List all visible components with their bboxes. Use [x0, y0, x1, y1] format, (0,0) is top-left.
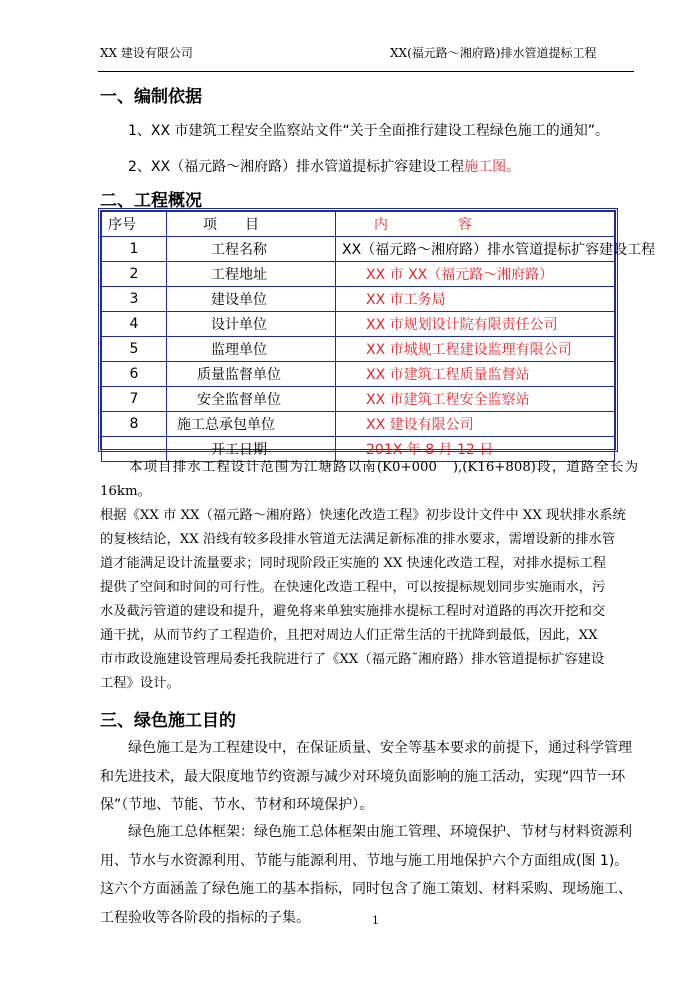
section-heading-basis: 一、编制依据 — [100, 87, 202, 107]
paragraph-line: 绿色施工是为工程建设中，在保证质量、安全等基本要求的前提下，通过科学管理 — [100, 740, 632, 756]
table-row — [102, 387, 615, 412]
basis-item-2 — [128, 156, 664, 176]
description-line: 工程》设计。 — [100, 676, 180, 691]
project-description — [100, 456, 638, 696]
header-divider — [98, 71, 634, 72]
cell-value: XX 市规划设计院有限责任公司 — [336, 312, 615, 337]
cell-value: 201X 年 8 月 12 日 — [336, 437, 615, 462]
cell-no: 5 — [102, 337, 167, 362]
basis-item-1: 1、XX 市建筑工程安全监察站文件“关于全面推行建设工程绿色施工的通知”。 — [128, 123, 610, 139]
project-overview-table — [98, 208, 656, 458]
cell-item: 工程名称 — [167, 237, 336, 262]
section-heading-overview: 二、工程概况 — [100, 191, 202, 211]
description-line: 水及截污管道的建设和提升，避免将来单独实施排水提标工程时对道路的再次开挖和交 — [100, 604, 606, 619]
cell-item: 施工总承包单位 — [167, 412, 336, 437]
paragraph-line: 保”（节地、节能、节水、节材和环境保护）。 — [100, 797, 374, 813]
table-row — [102, 362, 615, 387]
cell-value: XX 市建筑工程安全监察站 — [336, 387, 615, 412]
section-heading-green-construction: 三、绿色施工目的 — [100, 711, 236, 731]
description-line: 道才能满足设计流量要求；同时现阶段正实施的 XX 快速化改造工程，对排水提标工程 — [100, 556, 607, 571]
cell-value: XX 市建筑工程质量监督站 — [336, 362, 615, 387]
cell-value: XX 市城规工程建设监理有限公司 — [336, 337, 615, 362]
cell-value: XX（福元路～湘府路）排水管道提标扩容建设工程 — [336, 237, 615, 262]
header-company: XX 建设有限公司 — [100, 46, 193, 60]
table-row — [102, 287, 615, 312]
green-construction-paragraph-1 — [100, 734, 638, 820]
paragraph-line: 和先进技术，最大限度地节约资源与减少对环境负面影响的施工活动，实现“四节一环 — [100, 768, 626, 785]
table-header-row — [102, 212, 615, 237]
cell-item: 质量监督单位 — [167, 362, 336, 387]
cell-no: 1 — [102, 237, 167, 262]
table-row — [102, 312, 615, 337]
cell-item: 开工日期 — [167, 437, 336, 462]
cell-value: XX 市工务局 — [336, 287, 615, 312]
description-line: 根据《XX 市 XX（福元路～湘府路）快速化改造工程》初步设计文件中 XX 现状排水系统 — [100, 508, 626, 523]
table-row — [102, 237, 615, 262]
table-row — [102, 337, 615, 362]
header-cell-content: 内 容 — [336, 212, 615, 237]
cell-no: 4 — [102, 312, 167, 337]
description-line: 本项目排水工程设计范围为江塘路以南(K0+000 ),(K16+808)段，道路全长为 16km。 — [100, 460, 638, 499]
header-project-title: XX(福元路～湘府路)排水管道提标工程 — [390, 46, 597, 60]
page-number: 1 — [372, 914, 379, 927]
paragraph-line: 工程验收等各阶段的指标的子集。 — [100, 909, 310, 926]
description-line: 通干扰，从而节约了工程造价，且把对周边人们正常生活的干扰降到最低，因此，XX — [100, 628, 598, 643]
cell-no: 3 — [102, 287, 167, 312]
description-line: 市市政设施建设管理局委托我院进行了《XX（福元路˜湘府路）排水管道提标扩容建设 — [100, 652, 605, 667]
paragraph-line: 绿色施工总体框架：绿色施工总体框架由施工管理、环境保护、节材与材料资源利 — [100, 824, 632, 840]
header-cell-no: 序号 — [102, 212, 167, 237]
basis-item-2-drawing-link: 施工图。 — [464, 159, 521, 175]
cell-item: 建设单位 — [167, 287, 336, 312]
green-construction-paragraph-2 — [100, 818, 638, 932]
table-row — [102, 262, 615, 287]
cell-no: 2 — [102, 262, 167, 287]
table-row — [102, 412, 615, 437]
header-cell-item: 项 目 — [167, 212, 336, 237]
description-line: 提供了空间和时间的可行性。在快速化改造工程中，可以按提标规划同步实施雨水，污 — [100, 580, 606, 595]
cell-item: 监理单位 — [167, 337, 336, 362]
cell-no: 7 — [102, 387, 167, 412]
cell-item: 工程地址 — [167, 262, 336, 287]
cell-no: 8 — [102, 412, 167, 437]
cell-item: 设计单位 — [167, 312, 336, 337]
paragraph-line: 这六个方面涵盖了绿色施工的基本指标，同时包含了施工策划、材料采购、现场施工、 — [100, 881, 632, 897]
description-line: 的复核结论，XX 沿线有较多段排水管道无法满足新标准的排水要求，需增设新的排水管 — [100, 532, 616, 547]
basis-item-2-text: 2、XX（福元路～湘府路）排水管道提标扩容建设工程 — [128, 159, 465, 175]
paragraph-line: 用、节水与水资源利用、节能与能源利用、节地与施工用地保护六个方面组成(图 1)。 — [100, 852, 629, 869]
cell-item: 安全监督单位 — [167, 387, 336, 412]
cell-value: XX 市 XX（福元路～湘府路） — [336, 262, 615, 287]
cell-value: XX 建设有限公司 — [336, 412, 615, 437]
cell-no: 6 — [102, 362, 167, 387]
